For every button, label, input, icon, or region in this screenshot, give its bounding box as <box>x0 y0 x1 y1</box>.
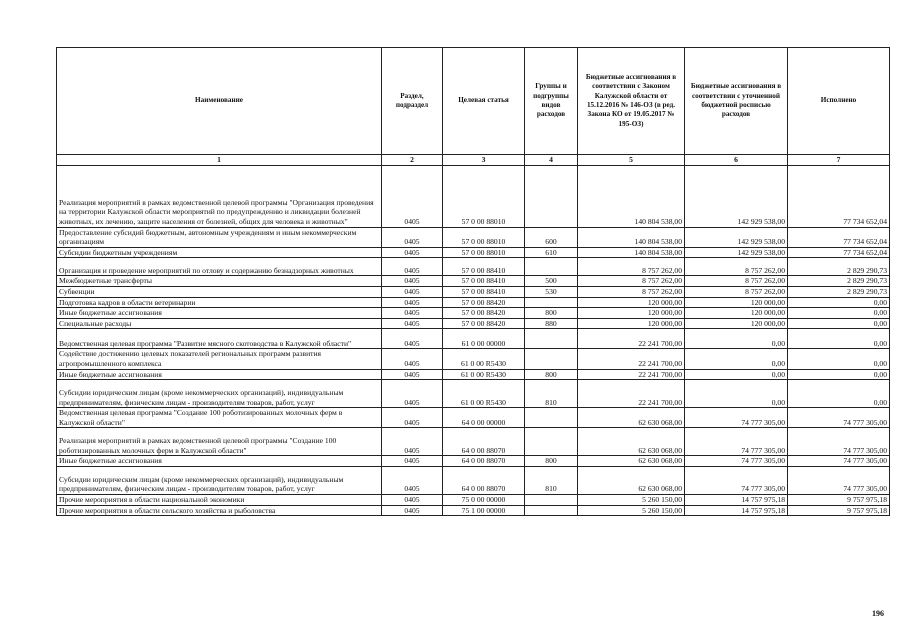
cell-executed: 74 777 305,00 <box>788 428 890 456</box>
cell-law: 120 000,00 <box>578 318 685 329</box>
table-row <box>57 165 890 227</box>
cell-refined: 74 777 305,00 <box>685 408 788 428</box>
cell-group: 810 <box>525 466 578 494</box>
cell-group: 800 <box>525 308 578 319</box>
table-row <box>57 408 890 428</box>
cell-executed: 2 829 290,73 <box>788 286 890 297</box>
col-number: 2 <box>382 155 443 166</box>
cell-law: 22 241 700,00 <box>578 380 685 408</box>
cell-executed: 0,00 <box>788 380 890 408</box>
header-row <box>57 48 890 155</box>
cell-section: 0405 <box>382 276 443 287</box>
header-budget-refined: Бюджетные ассигнования в соответствии с уточненной бюджетной росписью расходов <box>685 48 788 155</box>
cell-target: 57 0 00 88410 <box>443 258 525 276</box>
cell-refined: 142 929 538,00 <box>685 165 788 227</box>
col-number: 1 <box>57 155 382 166</box>
cell-executed: 74 777 305,00 <box>788 456 890 467</box>
cell-group: 810 <box>525 380 578 408</box>
cell-section: 0405 <box>382 227 443 247</box>
cell-name: Специальные расходы <box>57 318 382 329</box>
cell-section: 0405 <box>382 318 443 329</box>
cell-group: 800 <box>525 456 578 467</box>
cell-section: 0405 <box>382 494 443 505</box>
cell-group <box>525 297 578 308</box>
cell-law: 22 241 700,00 <box>578 349 685 369</box>
table-row <box>57 428 890 456</box>
cell-section: 0405 <box>382 408 443 428</box>
cell-law: 120 000,00 <box>578 297 685 308</box>
cell-name: Реализация мероприятий в рамках ведомственной целевой программы "Создание 100 роботизированных молочных ферм в Калужской области" <box>57 428 382 456</box>
cell-name: Организация и проведение мероприятий по отлову и содержанию безнадзорных животных <box>57 258 382 276</box>
cell-group: 500 <box>525 276 578 287</box>
cell-law: 8 757 262,00 <box>578 286 685 297</box>
table-row <box>57 456 890 467</box>
cell-name: Иные бюджетные ассигнования <box>57 456 382 467</box>
cell-name: Предоставление субсидий бюджетным, автономным учреждениям и иным некоммерческим организациям <box>57 227 382 247</box>
cell-refined: 8 757 262,00 <box>685 258 788 276</box>
cell-target: 61 0 00 00000 <box>443 329 525 349</box>
cell-target: 57 0 00 88420 <box>443 318 525 329</box>
cell-refined: 74 777 305,00 <box>685 466 788 494</box>
cell-name: Прочие мероприятия в области национальной экономики <box>57 494 382 505</box>
cell-section: 0405 <box>382 428 443 456</box>
cell-refined: 14 757 975,18 <box>685 494 788 505</box>
cell-executed: 9 757 975,18 <box>788 494 890 505</box>
cell-law: 140 804 538,00 <box>578 227 685 247</box>
table-row <box>57 247 890 258</box>
col-number: 4 <box>525 155 578 166</box>
table-body <box>57 165 890 516</box>
cell-executed: 0,00 <box>788 329 890 349</box>
cell-name: Субсидии бюджетным учреждениям <box>57 247 382 258</box>
cell-group <box>525 258 578 276</box>
table-row <box>57 494 890 505</box>
table-row <box>57 369 890 380</box>
cell-executed: 77 734 652,04 <box>788 227 890 247</box>
cell-refined: 0,00 <box>685 380 788 408</box>
cell-section: 0405 <box>382 308 443 319</box>
cell-executed: 0,00 <box>788 369 890 380</box>
cell-section: 0405 <box>382 286 443 297</box>
cell-section: 0405 <box>382 349 443 369</box>
cell-name: Субвенции <box>57 286 382 297</box>
cell-law: 140 804 538,00 <box>578 247 685 258</box>
cell-target: 64 0 00 88070 <box>443 456 525 467</box>
table-row <box>57 349 890 369</box>
header-target: Целевая статья <box>443 48 525 155</box>
cell-name: Реализация мероприятий в рамках ведомственной целевой программы "Организация проведения на территории Калужской области мероприятий по предупреждению и ликвидации болезней животных, их лечению, защите населения от болезней, общих для человека и животных" <box>57 165 382 227</box>
cell-executed: 0,00 <box>788 308 890 319</box>
cell-executed: 0,00 <box>788 297 890 308</box>
table-row <box>57 466 890 494</box>
cell-executed: 9 757 975,18 <box>788 505 890 516</box>
cell-section: 0405 <box>382 505 443 516</box>
cell-target: 57 0 00 88420 <box>443 297 525 308</box>
cell-name: Содействие достижению целевых показателей региональных программ развития агропромышленного комплекса <box>57 349 382 369</box>
page-number: 196 <box>872 609 884 618</box>
table-row <box>57 318 890 329</box>
cell-law: 62 630 068,00 <box>578 428 685 456</box>
cell-section: 0405 <box>382 380 443 408</box>
cell-group: 610 <box>525 247 578 258</box>
table-row <box>57 329 890 349</box>
cell-target: 57 0 00 88010 <box>443 165 525 227</box>
table-row <box>57 258 890 276</box>
cell-name: Подготовка кадров в области ветеринарии <box>57 297 382 308</box>
cell-group <box>525 329 578 349</box>
cell-law: 62 630 068,00 <box>578 456 685 467</box>
cell-name: Ведомственная целевая программа "Развитие мясного скотоводства в Калужской области" <box>57 329 382 349</box>
cell-target: 61 0 00 R5430 <box>443 369 525 380</box>
cell-group: 530 <box>525 286 578 297</box>
cell-law: 62 630 068,00 <box>578 466 685 494</box>
cell-section: 0405 <box>382 165 443 227</box>
cell-refined: 120 000,00 <box>685 297 788 308</box>
cell-target: 57 0 00 88420 <box>443 308 525 319</box>
cell-target: 64 0 00 88070 <box>443 428 525 456</box>
col-number: 5 <box>578 155 685 166</box>
cell-section: 0405 <box>382 297 443 308</box>
cell-section: 0405 <box>382 329 443 349</box>
cell-name: Иные бюджетные ассигнования <box>57 369 382 380</box>
cell-executed: 0,00 <box>788 318 890 329</box>
cell-executed: 74 777 305,00 <box>788 408 890 428</box>
cell-name: Межбюджетные трансферты <box>57 276 382 287</box>
cell-refined: 14 757 975,18 <box>685 505 788 516</box>
table-row <box>57 380 890 408</box>
cell-group <box>525 349 578 369</box>
column-number-row <box>57 155 890 166</box>
cell-executed: 2 829 290,73 <box>788 276 890 287</box>
cell-executed: 77 734 652,04 <box>788 247 890 258</box>
cell-executed: 74 777 305,00 <box>788 466 890 494</box>
cell-name: Субсидии юридическим лицам (кроме некоммерческих организаций), индивидуальным предпринимателям, физическим лицам - производителям товаров, работ, услуг <box>57 466 382 494</box>
cell-law: 8 757 262,00 <box>578 276 685 287</box>
cell-law: 22 241 700,00 <box>578 329 685 349</box>
cell-target: 64 0 00 00000 <box>443 408 525 428</box>
cell-refined: 0,00 <box>685 349 788 369</box>
cell-target: 57 0 00 88410 <box>443 286 525 297</box>
header-name: Наименование <box>57 48 382 155</box>
table-row <box>57 505 890 516</box>
cell-section: 0405 <box>382 456 443 467</box>
cell-target: 64 0 00 88070 <box>443 466 525 494</box>
cell-group <box>525 165 578 227</box>
cell-refined: 0,00 <box>685 369 788 380</box>
budget-table <box>56 47 890 516</box>
cell-law: 62 630 068,00 <box>578 408 685 428</box>
cell-section: 0405 <box>382 247 443 258</box>
cell-target: 61 0 00 R5430 <box>443 349 525 369</box>
cell-group: 800 <box>525 369 578 380</box>
cell-group <box>525 505 578 516</box>
cell-name: Ведомственная целевая программа "Создание 100 роботизированных молочных ферм в Калужской области" <box>57 408 382 428</box>
cell-section: 0405 <box>382 258 443 276</box>
cell-law: 8 757 262,00 <box>578 258 685 276</box>
cell-executed: 77 734 652,04 <box>788 165 890 227</box>
table-row <box>57 286 890 297</box>
cell-law: 5 260 150,00 <box>578 494 685 505</box>
cell-executed: 2 829 290,73 <box>788 258 890 276</box>
table-row <box>57 227 890 247</box>
cell-law: 5 260 150,00 <box>578 505 685 516</box>
cell-refined: 120 000,00 <box>685 308 788 319</box>
header-budget-law: Бюджетные ассигнования в соответствии с Законом Калужской области от 15.12.2016 № 146-ОЗ (в ред. Закона КО от 19.05.2017 № 195-ОЗ) <box>578 48 685 155</box>
cell-law: 120 000,00 <box>578 308 685 319</box>
cell-executed: 0,00 <box>788 349 890 369</box>
table-row <box>57 308 890 319</box>
cell-group: 880 <box>525 318 578 329</box>
cell-refined: 142 929 538,00 <box>685 247 788 258</box>
cell-target: 57 0 00 88010 <box>443 247 525 258</box>
header-groups: Группы и подгруппы видов расходов <box>525 48 578 155</box>
cell-target: 75 0 00 00000 <box>443 494 525 505</box>
cell-refined: 74 777 305,00 <box>685 428 788 456</box>
cell-target: 57 0 00 88410 <box>443 276 525 287</box>
header-section: Раздел, подраздел <box>382 48 443 155</box>
cell-refined: 8 757 262,00 <box>685 276 788 287</box>
table-row <box>57 297 890 308</box>
cell-name: Иные бюджетные ассигнования <box>57 308 382 319</box>
cell-target: 61 0 00 R5430 <box>443 380 525 408</box>
cell-refined: 0,00 <box>685 329 788 349</box>
cell-refined: 142 929 538,00 <box>685 227 788 247</box>
header-executed: Исполнено <box>788 48 890 155</box>
cell-section: 0405 <box>382 466 443 494</box>
cell-group <box>525 428 578 456</box>
cell-section: 0405 <box>382 369 443 380</box>
cell-name: Субсидии юридическим лицам (кроме некоммерческих организаций), индивидуальным предпринимателям, физическим лицам - производителям товаров, работ, услуг <box>57 380 382 408</box>
cell-law: 140 804 538,00 <box>578 165 685 227</box>
cell-group <box>525 408 578 428</box>
cell-refined: 74 777 305,00 <box>685 456 788 467</box>
cell-group <box>525 494 578 505</box>
table-row <box>57 276 890 287</box>
cell-refined: 120 000,00 <box>685 318 788 329</box>
cell-law: 22 241 700,00 <box>578 369 685 380</box>
cell-group: 600 <box>525 227 578 247</box>
cell-name: Прочие мероприятия в области сельского хозяйства и рыболовства <box>57 505 382 516</box>
cell-target: 75 1 00 00000 <box>443 505 525 516</box>
cell-target: 57 0 00 88010 <box>443 227 525 247</box>
col-number: 7 <box>788 155 890 166</box>
col-number: 3 <box>443 155 525 166</box>
col-number: 6 <box>685 155 788 166</box>
cell-refined: 8 757 262,00 <box>685 286 788 297</box>
